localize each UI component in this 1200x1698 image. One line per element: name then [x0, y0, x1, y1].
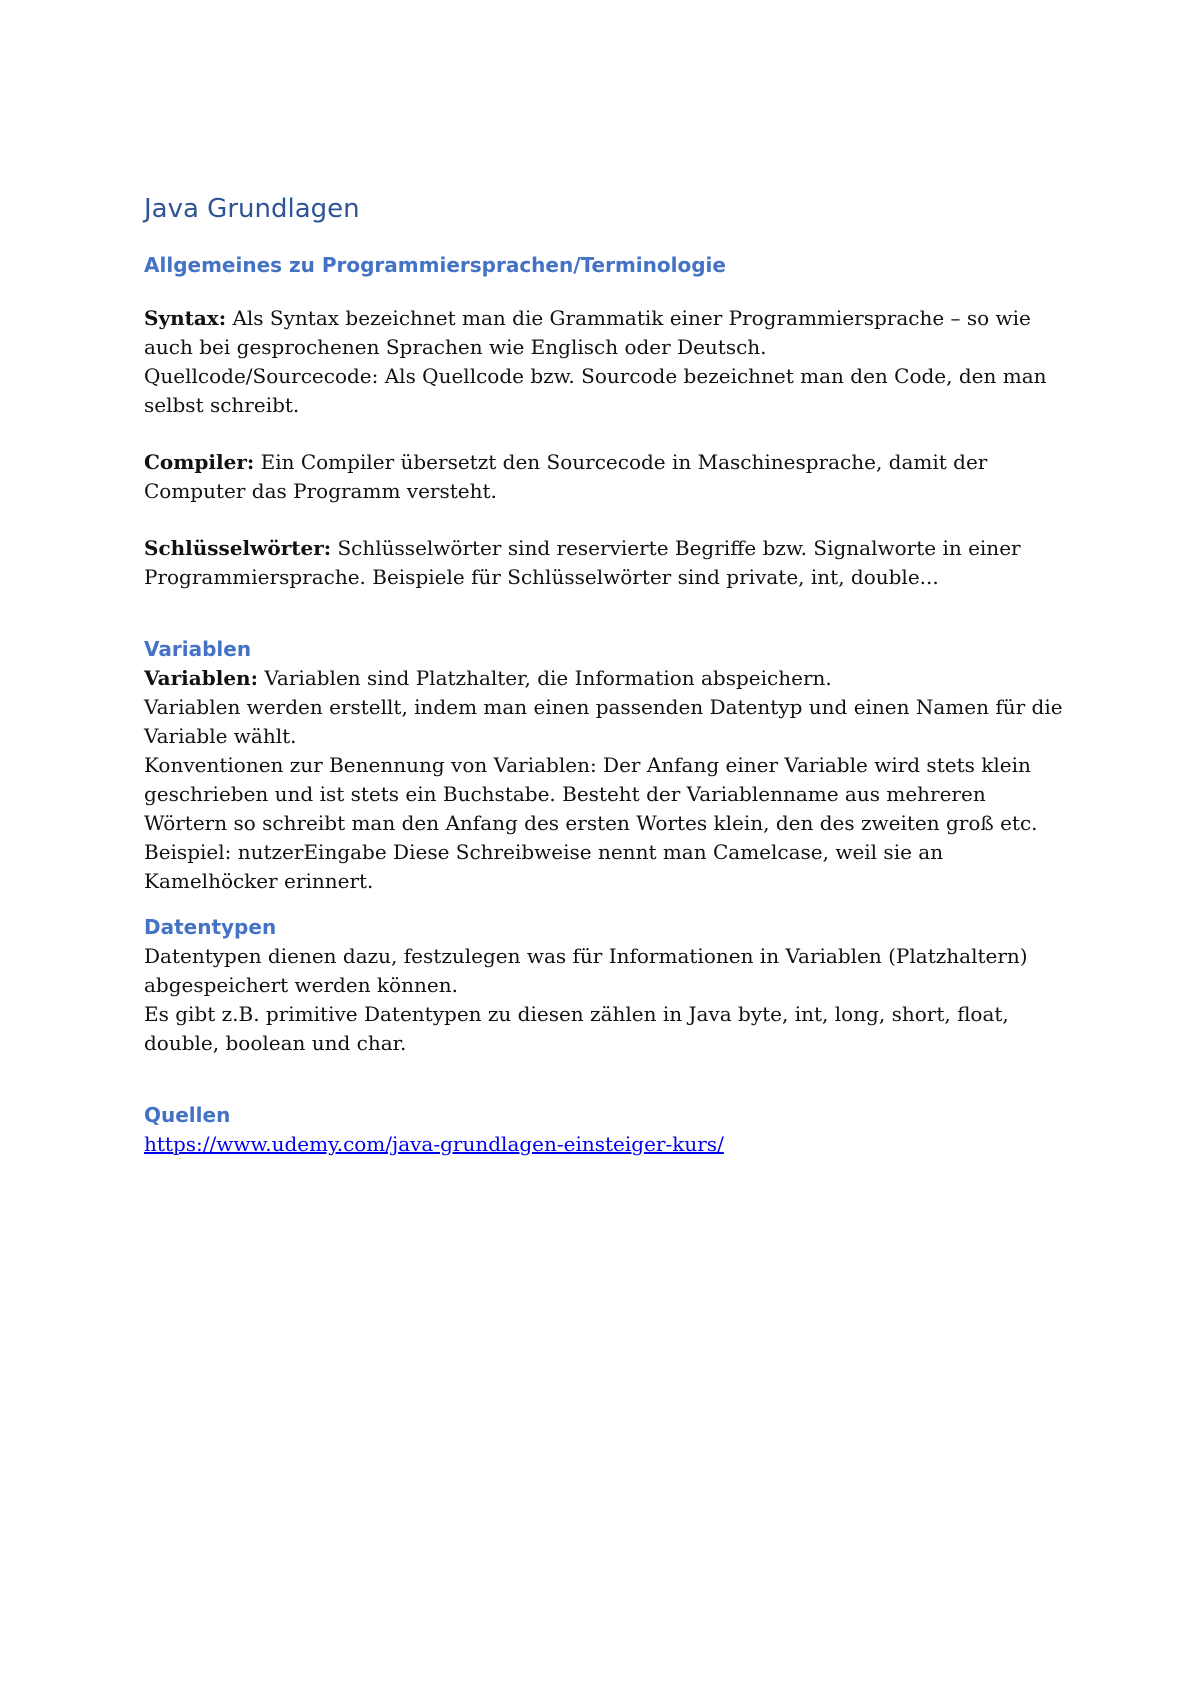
paragraph-datentypen: Datentypen dienen dazu, festzulegen was für Informationen in Variablen (Platzhaltern) abgespeichert werden können. — [144, 944, 1028, 997]
syntax-label: Syntax: — [144, 306, 227, 330]
section-heading-quellen: Quellen — [144, 1103, 231, 1127]
section-heading-variablen: Variablen — [144, 637, 252, 661]
paragraph-konventionen: Konventionen zur Benennung von Variablen: Der Anfang einer Variable wird stets klein geschrieben und ist stets ein Buchstabe. Besteht der Variablenname aus mehreren Wörtern so schreibt man den Anfang des ersten Wortes klein, den des zweiten groß etc. — [144, 753, 1038, 835]
compiler-label: Compiler: — [144, 450, 255, 474]
compiler-text: Ein Compiler übersetzt den Sourcecode in Maschinesprache, damit der Computer das Programm versteht. — [144, 450, 988, 503]
paragraph-beispiel: Beispiel: nutzerEingabe Diese Schreibweise nennt man Camelcase, weil sie an Kamelhöcker erinnert. — [144, 840, 944, 893]
paragraph-compiler — [144, 448, 1074, 506]
section-heading-datentypen: Datentypen — [144, 915, 277, 939]
paragraph-variablen — [144, 664, 1074, 693]
paragraph-syntax — [144, 304, 1074, 362]
syntax-text: Als Syntax bezeichnet man die Grammatik einer Programmiersprache – so wie auch bei gesprochenen Sprachen wie Englisch oder Deutsch. — [144, 306, 1031, 359]
section-heading-terminologie: Allgemeines zu Programmiersprachen/Terminologie — [144, 253, 726, 277]
variablen-text: Variablen sind Platzhalter, die Information abspeichern. — [257, 666, 832, 690]
spacer — [144, 506, 1074, 534]
paragraph-variablen-erstellen: Variablen werden erstellt, indem man einen passenden Datentyp und einen Namen für die Variable wählt. — [144, 695, 1063, 748]
source-link[interactable]: https://www.udemy.com/java-grundlagen-einsteiger-kurs/ — [144, 1132, 724, 1156]
variablen-label: Variablen: — [144, 666, 258, 690]
paragraph-quellcode: Quellcode/Sourcecode: Als Quellcode bzw. Sourcode bezeichnet man den Code, den man selbst schreibt. — [144, 364, 1047, 417]
document-page — [144, 190, 1074, 1159]
keywords-text: Schlüsselwörter sind reservierte Begriffe bzw. Signalworte in einer Programmiersprache. Beispiele für Schlüsselwörter sind private, int, double... — [144, 536, 1021, 589]
keywords-label: Schlüsselwörter: — [144, 536, 332, 560]
document-title: Java Grundlagen — [144, 194, 360, 224]
paragraph-primitive-datentypen: Es gibt z.B. primitive Datentypen zu diesen zählen in Java byte, int, long, short, float, double, boolean und char. — [144, 1002, 1009, 1055]
spacer — [144, 420, 1074, 448]
paragraph-keywords — [144, 534, 1074, 592]
